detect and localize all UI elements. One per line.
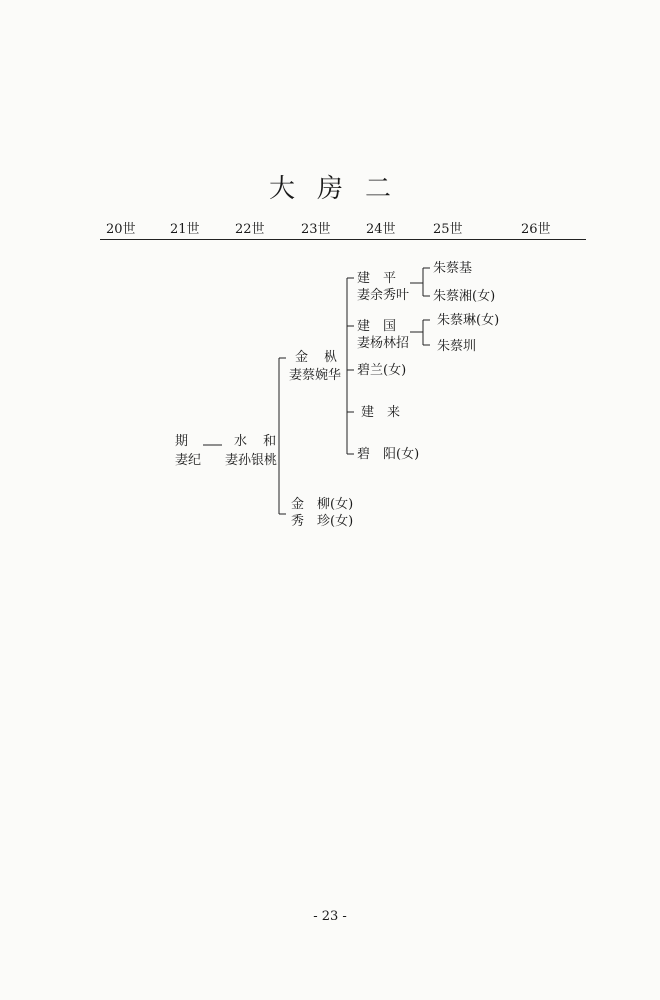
person-g20-name: 期 xyxy=(175,434,189,449)
page-title: 大房二 xyxy=(268,174,413,204)
person-g24-zhucaixiang-name: 朱蔡湘(女) xyxy=(433,289,496,304)
person-g23-jianguo-spouse: 妻杨林招 xyxy=(357,336,410,351)
page-number: - 23 - xyxy=(313,909,347,924)
person-g22-jincong-name: 金 枞 xyxy=(295,350,344,365)
person-g24-zhucailin-name: 朱蔡琳(女) xyxy=(437,313,500,328)
person-g22-xiuzhen-name: 秀 珍(女) xyxy=(291,514,354,529)
generation-label-25: 25世 xyxy=(433,222,463,237)
person-g24-zhucaiji-name: 朱蔡基 xyxy=(433,261,473,276)
person-g20-spouse: 妻纪 xyxy=(175,453,202,468)
person-g23-biyang-name: 碧 阳(女) xyxy=(357,447,420,462)
generation-label-24: 24世 xyxy=(366,222,396,237)
person-g22-jinliu-name: 金 柳(女) xyxy=(291,497,354,512)
person-g23-jianlai-name: 建 来 xyxy=(361,405,401,420)
generation-label-20: 20世 xyxy=(106,222,136,237)
person-g22-jincong-spouse: 妻蔡婉华 xyxy=(289,368,342,383)
generation-label-26: 26世 xyxy=(521,222,551,237)
generation-label-23: 23世 xyxy=(301,222,331,237)
person-g24-zhucaizhen-name: 朱蔡圳 xyxy=(437,339,477,354)
person-g23-jianguo-name: 建 国 xyxy=(357,319,397,334)
person-g21-spouse: 妻孙银桃 xyxy=(225,453,278,468)
person-g23-jianping-name: 建 平 xyxy=(357,271,397,286)
person-g23-jianping-spouse: 妻余秀叶 xyxy=(357,288,410,303)
person-g23-bilan-name: 碧兰(女) xyxy=(357,363,407,378)
person-g21-name: 水 和 xyxy=(234,434,283,449)
generation-label-22: 22世 xyxy=(235,222,265,237)
generation-label-21: 21世 xyxy=(170,222,200,237)
